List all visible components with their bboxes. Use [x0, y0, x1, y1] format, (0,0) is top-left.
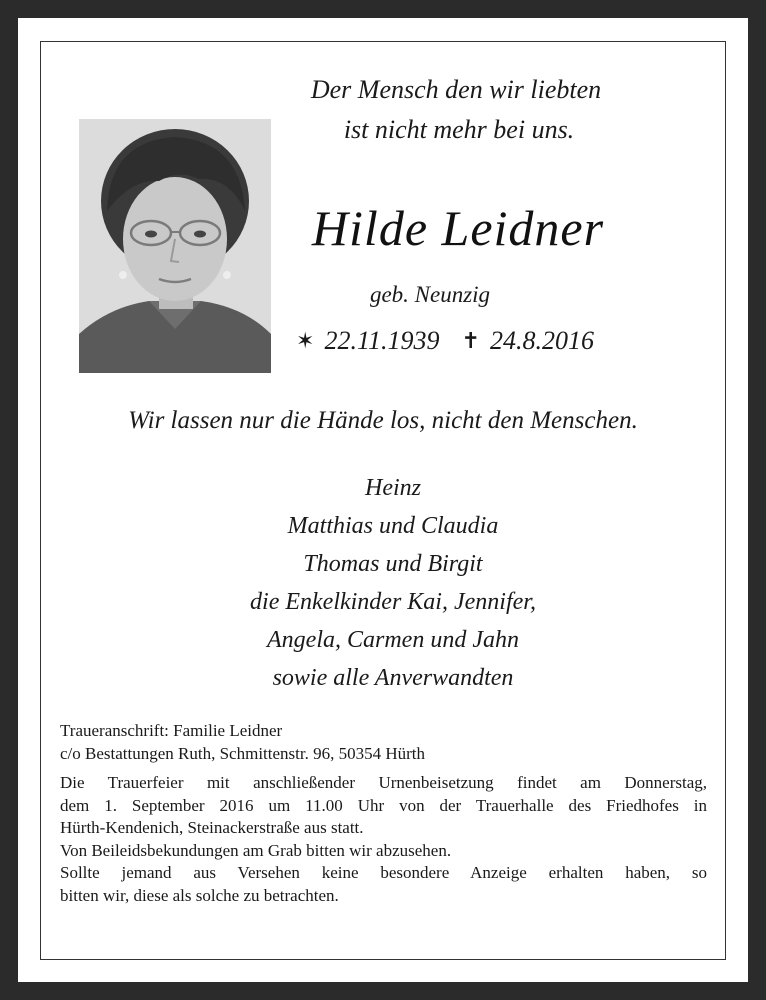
details-line: Von Beileidsbekundungen am Grab bitten wir abzusehen.: [60, 840, 452, 860]
cross-icon: ✝: [461, 328, 480, 354]
mourner-line: Angela, Carmen und Jahn: [267, 627, 519, 653]
details-line: Hürth-Kendenich, Steinackerstraße aus statt.: [60, 818, 364, 837]
details-line: Sollte jemand aus Versehen keine besondere Anzeige erhalten haben, so: [60, 863, 707, 882]
details-line: dem 1. September 2016 um 11.00 Uhr von der Trauerhalle des Friedhofes in: [60, 795, 707, 815]
mourning-address: [60, 719, 425, 765]
motto: Wir lassen nur die Hände los, nicht den Menschen.: [128, 407, 638, 434]
birth-name: geb. Neunzig: [369, 282, 491, 307]
mourner-line: Thomas und Birgit: [303, 551, 483, 577]
details-line: Die Trauerfeier mit anschließender Urnenbeisetzung findet am Donnerstag,: [60, 773, 707, 792]
mourner-line: die Enkelkinder Kai, Jennifer,: [250, 589, 536, 615]
portrait-illustration: [79, 119, 271, 373]
mourner-line: Matthias und Claudia: [287, 513, 499, 539]
details-line: bitten wir, diese als solche zu betrachten.: [60, 885, 339, 905]
address-line-1: Traueranschrift: Familie Leidner: [60, 721, 283, 740]
mourners-list: [180, 469, 606, 697]
deceased-name: Hilde Leidner: [311, 200, 605, 256]
intro-line-2: ist nicht mehr bei uns.: [343, 115, 575, 144]
address-line-2: c/o Bestattungen Ruth, Schmittenstr. 96, 50354 Hürth: [60, 744, 426, 763]
intro-line-1: Der Mensch den wir liebten: [310, 75, 602, 104]
birth-date: 22.11.1939: [324, 326, 440, 356]
mourner-line: Heinz: [365, 475, 421, 501]
portrait-photo: [79, 119, 271, 373]
life-dates: [296, 322, 594, 358]
death-date: 24.8.2016: [489, 326, 594, 356]
ceremony-details: [60, 772, 707, 907]
star-icon: ✶: [296, 328, 315, 354]
intro-verse: [250, 70, 662, 150]
mourner-line: sowie alle Anverwandten: [272, 665, 514, 691]
